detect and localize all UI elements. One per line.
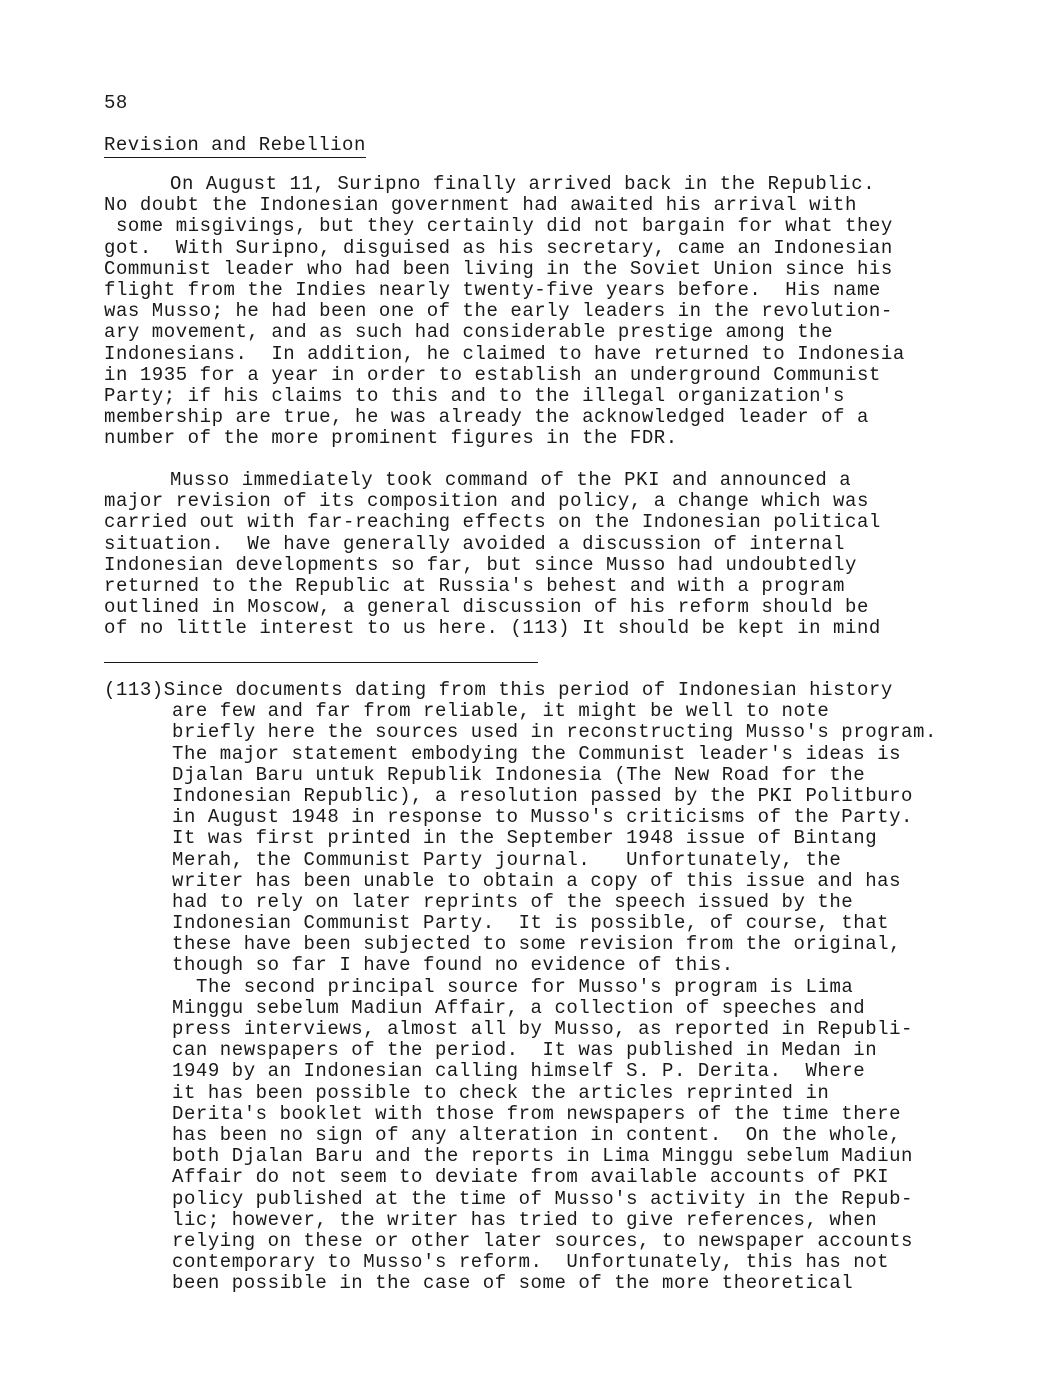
text-line: writer has been unable to obtain a copy of this issue and has	[172, 869, 902, 892]
text-line: some misgivings, but they certainly did not bargain for what they	[104, 215, 893, 238]
text-line: carried out with far-reaching effects on the Indonesian political	[104, 511, 881, 534]
text-line: Communist leader who had been living in the Soviet Union since his	[104, 257, 893, 280]
text-line: Indonesian developments so far, but since Musso had undoubtedly	[104, 553, 857, 576]
text-line: Indonesian Republic), a resolution passed by the PKI Politburo	[172, 784, 914, 807]
text-line: Musso immediately took command of the PKI and announced a	[170, 469, 852, 491]
text-line: in August 1948 in response to Musso's criticisms of the Party.	[172, 806, 914, 829]
text-line: briefly here the sources used in reconstructing Musso's program.	[172, 721, 937, 744]
text-line: 1949 by an Indonesian calling himself S. P. Derita. Where	[172, 1060, 866, 1083]
text-line: outlined in Moscow, a general discussion of his reform should be	[104, 596, 869, 619]
text-line: On August 11, Suripno finally arrived back in the Republic.	[170, 173, 876, 195]
text-line: The major statement embodying the Communist leader's ideas is	[172, 742, 902, 765]
text-line: Djalan Baru untuk Republik Indonesia (The New Road for the	[172, 763, 866, 786]
text-line: of no little interest to us here. (113) It should be kept in mind	[104, 617, 881, 640]
text-line: are few and far from reliable, it might be well to note	[172, 700, 830, 723]
text-line: No doubt the Indonesian government had awaited his arrival with	[104, 194, 857, 217]
text-line: Minggu sebelum Madiun Affair, a collection of speeches and	[172, 996, 866, 1019]
footnote-separator-rule	[104, 662, 538, 663]
text-line: these have been subjected to some revision from the original,	[172, 933, 902, 956]
text-line: number of the more prominent figures in the FDR.	[104, 427, 678, 450]
text-line: major revision of its composition and policy, a change which was	[104, 490, 869, 513]
page-number: 58	[104, 92, 128, 114]
text-line: Affair do not seem to deviate from available accounts of PKI	[172, 1166, 890, 1189]
paragraph-1	[104, 174, 964, 449]
text-line: contemporary to Musso's reform. Unfortunately, this has not	[172, 1251, 890, 1274]
text-line: had to rely on later reprints of the speech issued by the	[172, 890, 854, 913]
paragraph-2	[104, 470, 964, 640]
text-line: was Musso; he had been one of the early leaders in the revolution-	[104, 300, 893, 323]
text-line: both Djalan Baru and the reports in Lima Minggu sebelum Madiun	[172, 1145, 914, 1168]
text-line: Since documents dating from this period of Indonesian history	[163, 679, 893, 701]
text-line: It was first printed in the September 1948 issue of Bintang	[172, 827, 878, 850]
text-line: Merah, the Communist Party journal. Unfortunately, the	[172, 848, 842, 871]
text-line: The second principal source for Musso's program is Lima	[196, 975, 854, 998]
footnote-113	[104, 680, 994, 1294]
text-line: flight from the Indies nearly twenty-five years before. His name	[104, 278, 881, 301]
text-line: press interviews, almost all by Musso, as reported in Republi-	[172, 1018, 914, 1040]
text-line: policy published at the time of Musso's activity in the Repub-	[172, 1187, 914, 1210]
text-line: returned to the Republic at Russia's behest and with a program	[104, 574, 846, 597]
text-line: got. With Suripno, disguised as his secretary, came an Indonesian	[104, 236, 893, 259]
running-head: Revision and Rebellion	[104, 134, 366, 156]
text-line: membership are true, he was already the acknowledged leader of a	[104, 406, 869, 429]
text-line: in 1935 for a year in order to establish an underground Communist	[104, 363, 881, 386]
text-line: can newspapers of the period. It was published in Medan in	[172, 1039, 878, 1062]
text-line: lic; however, the writer has tried to give references, when	[172, 1208, 878, 1231]
text-line: been possible in the case of some of the more theoretical	[172, 1272, 854, 1295]
text-line: Derita's booklet with those from newspapers of the time there	[172, 1102, 902, 1125]
text-line: relying on these or other later sources, to newspaper accounts	[172, 1229, 914, 1252]
text-line: has been no sign of any alteration in content. On the whole,	[172, 1123, 902, 1146]
text-line: situation. We have generally avoided a discussion of internal	[104, 532, 846, 555]
footnote-first-line	[104, 680, 994, 701]
text-line: Indonesian Communist Party. It is possible, of course, that	[172, 912, 890, 935]
text-line: it has been possible to check the articles reprinted in	[172, 1081, 830, 1104]
text-line: ary movement, and as such had considerable prestige among the	[104, 321, 834, 344]
footnote-label: (113)	[104, 679, 164, 701]
text-line: Party; if his claims to this and to the illegal organization's	[104, 384, 846, 407]
text-line: Indonesians. In addition, he claimed to have returned to Indonesia	[104, 342, 905, 365]
text-line: though so far I have found no evidence of this.	[172, 954, 734, 977]
